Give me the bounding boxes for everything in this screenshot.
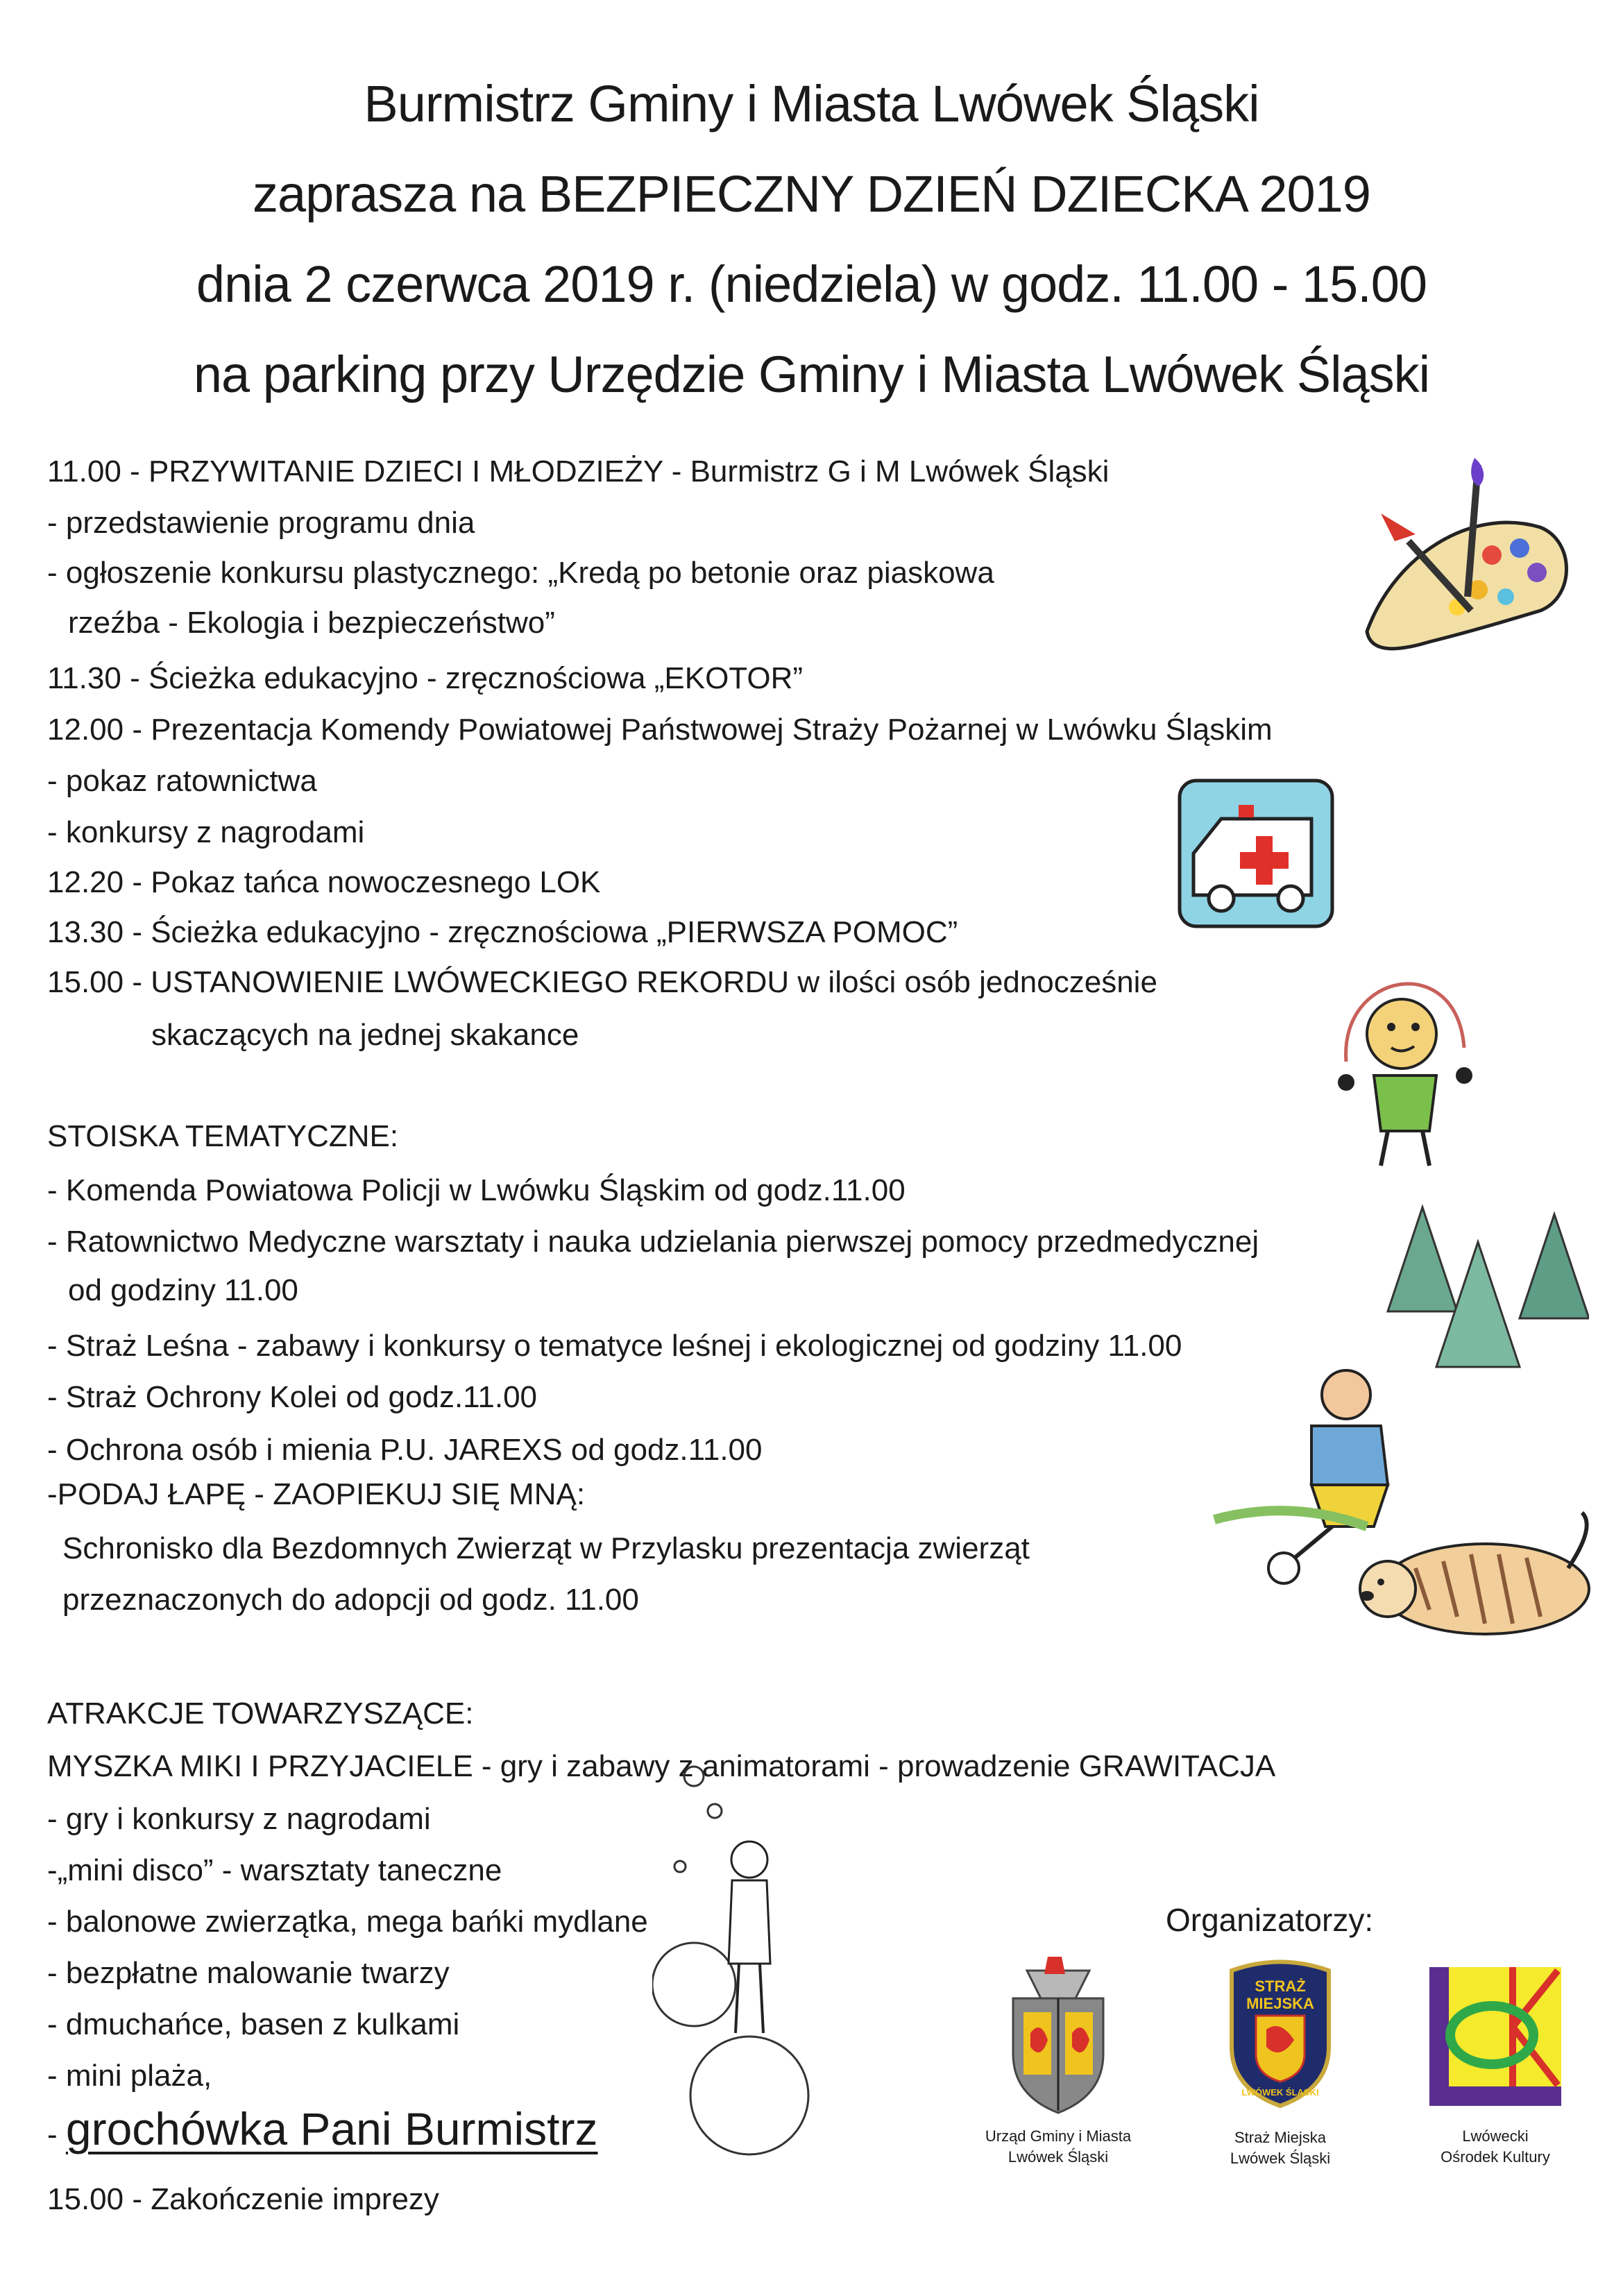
program-item: 11.30 - Ścieżka edukacyjno - zręcznościowa „EKOTOR” xyxy=(47,661,804,695)
atrakcje-item: -„mini disco” - warsztaty taneczne xyxy=(47,1853,502,1887)
atrakcje-item: - bezpłatne malowanie twarzy xyxy=(47,1956,450,1990)
stoiska-item: - Straż Ochrony Kolei od godz.11.00 xyxy=(47,1380,538,1414)
organizer-caption-line: Lwówecki xyxy=(1462,2127,1529,2145)
coat-of-arms-icon xyxy=(999,1957,1117,2116)
stoiska-item: - Komenda Powiatowa Policji w Lwówku Śląskim od godz.11.00 xyxy=(47,1173,906,1207)
stoiska-item: od godziny 11.00 xyxy=(68,1273,298,1307)
stoiska-item: - Straż Leśna - zabawy i konkursy o tematyce leśnej i ekologicznej od godziny 11.00 xyxy=(47,1329,1182,1363)
ambulance-icon xyxy=(1173,777,1339,930)
stoiska-item: - Ochrona osób i mienia P.U. JAREXS od godz.11.00 xyxy=(47,1433,763,1467)
program-item: 15.00 - USTANOWIENIE LWÓWECKIEGO REKORDU w ilości osób jednocześnie xyxy=(47,965,1157,999)
program-item: 12.20 - Pokaz tańca nowoczesnego LOK xyxy=(47,865,601,899)
program-item: 13.30 - Ścieżka edukacyjno - zręcznościowa „PIERWSZA POMOC” xyxy=(47,915,958,949)
program-item: - ogłoszenie konkursu plastycznego: „Kredą po betonie oraz piaskowa xyxy=(47,556,994,590)
organizer-caption xyxy=(954,2126,1162,2168)
highlight-prefix: - xyxy=(47,2118,66,2152)
organizer-caption-line: Straż Miejska xyxy=(1234,2129,1327,2146)
organizers-title: Organizatorzy: xyxy=(1166,1902,1374,1938)
badge-icon xyxy=(1225,1957,1336,2109)
atrakcje-item: - balonowe zwierzątka, mega bańki mydlane xyxy=(47,1905,648,1939)
organizer-caption-line: Lwówek Śląski xyxy=(1008,2148,1109,2166)
jumping-child-icon xyxy=(1318,958,1499,1180)
closing-item: 15.00 - Zakończenie imprezy xyxy=(47,2182,439,2216)
organizer-caption-line: Lwówek Śląski xyxy=(1230,2150,1331,2167)
organizer-caption-line: Ośrodek Kultury xyxy=(1441,2148,1550,2166)
badge-mid-text: MIEJSKA xyxy=(1246,1995,1314,2012)
atrakcje-heading: ATRAKCJE TOWARZYSZĄCE: xyxy=(47,1697,474,1730)
trees-icon xyxy=(1381,1200,1589,1374)
stoiska-item: Schronisko dla Bezdomnych Zwierząt w Przylasku prezentacja zwierząt xyxy=(62,1531,1030,1565)
organizer-caption xyxy=(1176,2127,1384,2169)
badge-top-text: STRAŻ xyxy=(1255,1978,1306,1995)
atrakcje-item: - mini plaża, xyxy=(47,2059,212,2093)
program-item: 12.00 - Prezentacja Komendy Powiatowej Państwowej Straży Pożarnej w Lwówku Śląskim xyxy=(47,713,1273,747)
highlight-line xyxy=(47,2101,598,2157)
header-line-4: na parking przy Urzędzie Gminy i Miasta Lwówek Śląski xyxy=(193,346,1430,403)
invitation-header xyxy=(0,59,1623,420)
program-item: - pokaz ratownictwa xyxy=(47,764,317,798)
stoiska-item: - Ratownictwo Medyczne warsztaty i nauka udzielania pierwszej pomocy przedmedycznej xyxy=(47,1225,1259,1259)
organizer-caption xyxy=(1391,2126,1599,2168)
program-item: skaczących na jednej skakance xyxy=(151,1018,579,1052)
boy-and-dog-icon xyxy=(1207,1360,1596,1651)
program-item: 11.00 - PRZYWITANIE DZIECI I MŁODZIEŻY - Burmistrz G i M Lwówek Śląski xyxy=(47,454,1110,488)
highlight-text: grochówka Pani Burmistrz xyxy=(65,2103,598,2154)
paint-palette-icon xyxy=(1353,458,1575,666)
header-line-1: Burmistrz Gminy i Miasta Lwówek Śląski xyxy=(364,75,1259,133)
program-item: - przedstawienie programu dnia xyxy=(47,506,475,540)
bubbles-child-icon xyxy=(652,1755,819,2158)
organizer-caption-line: Urząd Gminy i Miasta xyxy=(985,2127,1132,2145)
program-item: - konkursy z nagrodami xyxy=(47,815,365,849)
program-item: rzeźba - Ekologia i bezpieczeństwo” xyxy=(68,606,555,640)
stoiska-item: przeznaczonych do adopcji od godz. 11.00 xyxy=(62,1583,639,1617)
header-line-3: dnia 2 czerwca 2019 r. (niedziela) w godz. 11.00 - 15.00 xyxy=(196,255,1427,313)
atrakcje-item: MYSZKA MIKI I PRZYJACIELE - gry i zabawy z animatorami - prowadzenie GRAWITACJA xyxy=(47,1749,1276,1783)
lok-logo-icon xyxy=(1429,1967,1561,2106)
atrakcje-item: - dmuchańce, basen z kulkami xyxy=(47,2007,460,2041)
stoiska-item: -PODAJ ŁAPĘ - ZAOPIEKUJ SIĘ MNĄ: xyxy=(47,1477,586,1511)
badge-bottom-text: LWÓWEK ŚLĄSKI xyxy=(1241,2087,1319,2098)
atrakcje-item: - gry i konkursy z nagrodami xyxy=(47,1802,431,1836)
stoiska-heading: STOISKA TEMATYCZNE: xyxy=(47,1119,399,1153)
header-line-2: zaprasza na BEZPIECZNY DZIEŃ DZIECKA 2019 xyxy=(253,165,1370,223)
